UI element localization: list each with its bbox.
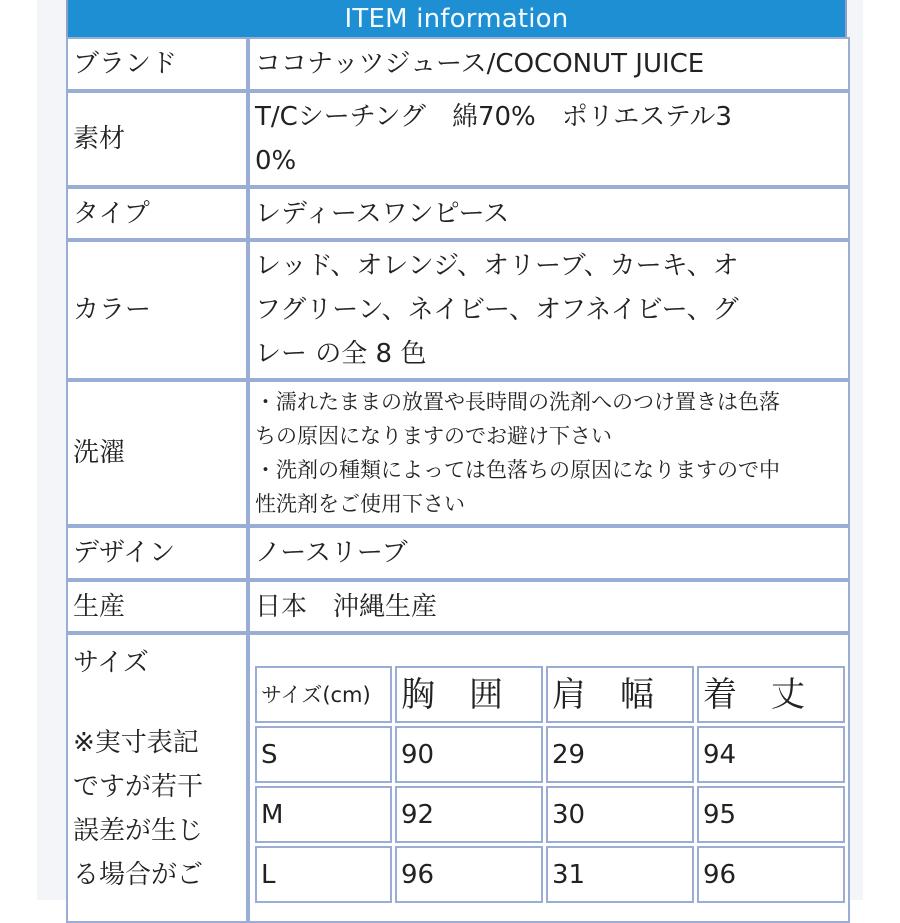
- size-header-shoulder: 肩幅: [546, 666, 694, 723]
- chest-l: 96: [395, 846, 543, 903]
- size-header-chest: 胸囲: [395, 666, 543, 723]
- row-washing: [66, 380, 850, 526]
- item-information-header: [66, 0, 847, 37]
- washing-line-2: ちの原因になりますのでお避け下さい: [255, 424, 612, 448]
- washing-line-1: ・濡れたままの放置や長時間の洗剤へのつけ置きは色落: [255, 390, 780, 414]
- size-note: [73, 721, 241, 897]
- size-header-row: [255, 666, 845, 723]
- size-row-l: [255, 846, 845, 903]
- size-s: S: [255, 726, 392, 783]
- production-value: 日本 沖縄生産: [248, 580, 850, 633]
- design-label: デザイン: [66, 526, 248, 580]
- length-l: 96: [697, 846, 845, 903]
- shoulder-l: 31: [546, 846, 694, 903]
- size-table-cell: [248, 633, 850, 923]
- size-note-line-3: 誤差が生じ: [73, 816, 204, 846]
- size-table: [252, 663, 848, 906]
- item-info-table: [66, 37, 850, 923]
- brand-label: ブランド: [66, 37, 248, 91]
- shoulder-s: 29: [546, 726, 694, 783]
- design-value: ノースリーブ: [248, 526, 850, 580]
- material-value: [248, 91, 850, 187]
- washing-value: [248, 380, 850, 526]
- washing-label: 洗濯: [66, 380, 248, 526]
- size-m: M: [255, 786, 392, 843]
- row-brand: [66, 37, 850, 91]
- color-value: [248, 240, 850, 380]
- washing-line-3: ・洗剤の種類によっては色落ちの原因になりますので中: [255, 458, 780, 482]
- color-line-2: フグリーン、ネイビー、オフネイビー、グ: [255, 295, 739, 325]
- material-line-1: T/Cシーチング 綿70% ポリエステル3: [255, 102, 732, 132]
- production-label: 生産: [66, 580, 248, 633]
- shoulder-m: 30: [546, 786, 694, 843]
- size-note-line-2: ですが若干: [73, 772, 204, 802]
- length-s: 94: [697, 726, 845, 783]
- row-material: [66, 91, 850, 187]
- row-color: [66, 240, 850, 380]
- size-note-line-1: ※実寸表記: [73, 728, 199, 758]
- brand-value: ココナッツジュース/COCONUT JUICE: [248, 37, 850, 91]
- size-header-size: サイズ(cm): [255, 666, 392, 723]
- row-design: [66, 526, 850, 580]
- row-size: [66, 633, 850, 923]
- size-l: L: [255, 846, 392, 903]
- header-title: ITEM information: [344, 3, 569, 34]
- type-value: レディースワンピース: [248, 187, 850, 240]
- type-label: タイプ: [66, 187, 248, 240]
- size-label-cell: [66, 633, 248, 923]
- chest-s: 90: [395, 726, 543, 783]
- size-row-m: [255, 786, 845, 843]
- size-note-line-4: る場合がご: [73, 860, 204, 890]
- material-label: 素材: [66, 91, 248, 187]
- row-type: [66, 187, 850, 240]
- color-line-3: レー の全 8 色: [255, 339, 427, 369]
- material-line-2: 0%: [255, 146, 297, 176]
- size-row-s: [255, 726, 845, 783]
- size-label: サイズ: [73, 648, 149, 678]
- color-line-1: レッド、オレンジ、オリーブ、カーキ、オ: [255, 251, 739, 281]
- color-label: カラー: [66, 240, 248, 380]
- washing-line-4: 性洗剤をご使用下さい: [255, 492, 465, 516]
- size-header-length: 着丈: [697, 666, 845, 723]
- row-production: [66, 580, 850, 633]
- chest-m: 92: [395, 786, 543, 843]
- length-m: 95: [697, 786, 845, 843]
